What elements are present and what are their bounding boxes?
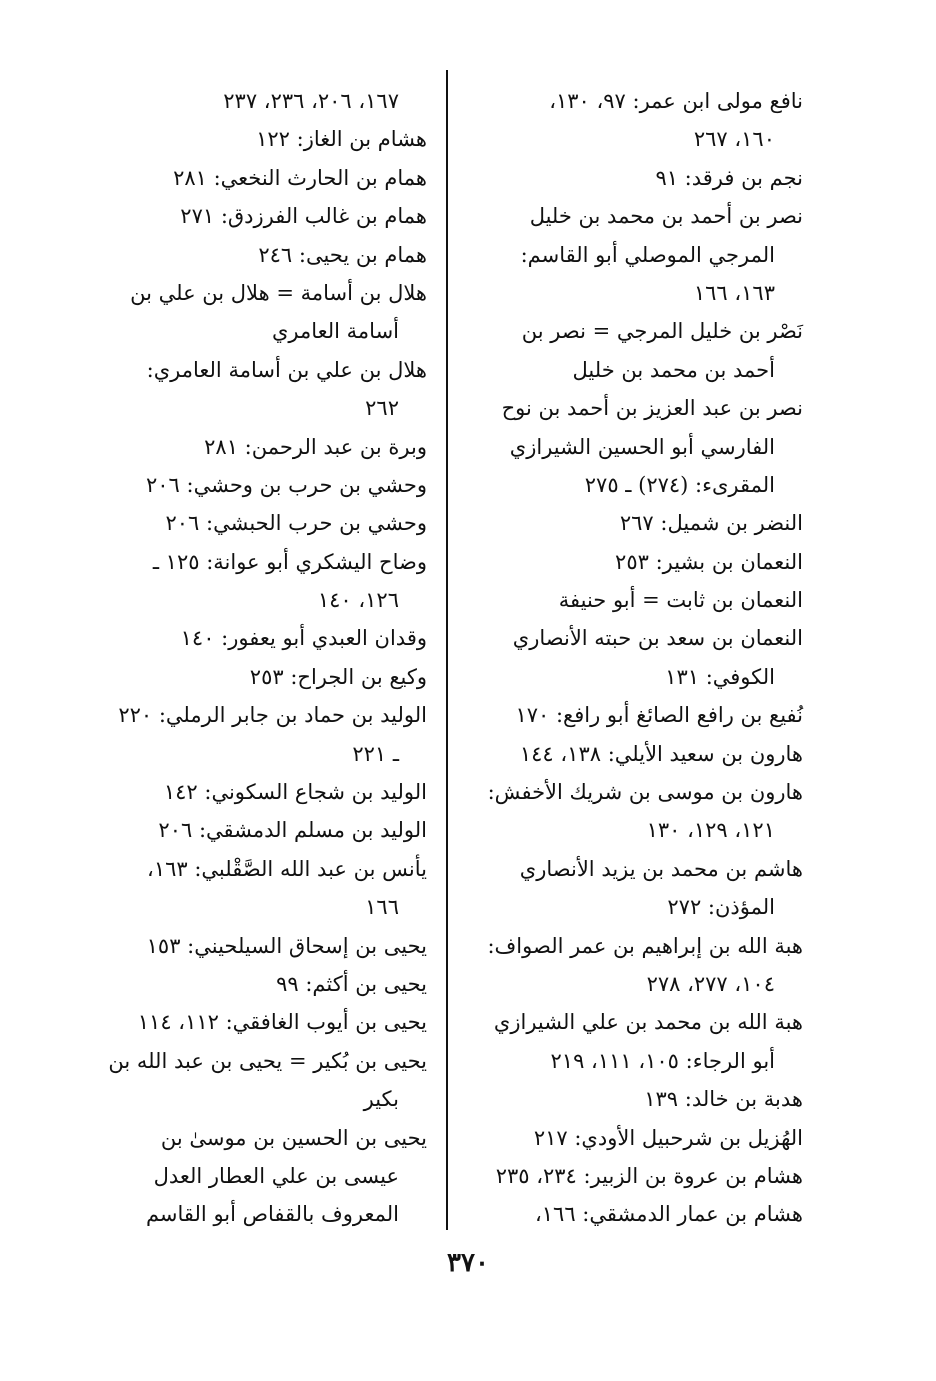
index-entry-line: الوليد بن مسلم الدمشقي: ٢٠٦ [158,818,427,843]
index-entry-line: أحمد بن محمد بن خليل [572,357,775,382]
index-entry-line: هارون بن موسى بن شريك الأخفش: [487,780,803,805]
index-entry-line: المرجي الموصلي أبو القاسم: [520,242,775,267]
index-entry-line: ١٦٠، ٢٦٧ [693,127,775,152]
index-entry-line: وكيع بن الجراح: ٢٥٣ [249,664,427,689]
index-entry-line: ١٦٧، ٢٠٦، ٢٣٦، ٢٣٧ [223,89,399,113]
index-entry-line: يحيى بن أيوب الغافقي: ١١٢، ١١٤ [137,1010,427,1035]
index-entry-line: النضر بن شميل: ٢٦٧ [619,511,803,536]
index-entry-line: هبة الله بن محمد بن علي الشيرازي [493,1010,803,1035]
index-entry-line: النعمان بن سعد بن حبته الأنصاري [512,626,803,651]
index-entry-line: يحيى بن الحسين بن موسىٰ بن [160,1125,427,1150]
index-entry-line: الهُزيل بن شرحبيل الأودي: ٢١٧ [533,1125,803,1150]
index-entry-line: نَصْر بن خليل المرجي = نصر بن [521,319,803,344]
index-entry-line: يحيى بن إسحاق السيلحيني: ١٥٣ [146,933,427,958]
index-entry-line: هلال بن علي بن أسامة العامري: [146,357,427,382]
index-entry-line: بكير [363,1087,399,1112]
index-entry-line: نجم بن فرقد: ٩١ [655,165,803,190]
index-entry-line: ٢٦٢ [365,396,399,421]
index-entry-line: هشام بن الغاز: ١٢٢ [256,127,427,152]
index-entry-line: أبو الرجاء: ١٠٥، ١١١، ٢١٩ [550,1048,775,1073]
index-entry-line: ١٦٣، ١٦٦ [693,280,775,305]
index-entry-line: المقرىء: (٢٧٤) ـ ٢٧٥ [584,472,775,497]
index-entry-line: وقدان العبدي أبو يعفور: ١٤٠ [180,626,427,651]
index-entry-line: هشام بن عروة بن الزبير: ٢٣٤، ٢٣٥ [495,1163,803,1188]
index-entry-line: هارون بن سعيد الأيلي: ١٣٨، ١٤٤ [519,741,803,766]
index-column-right [470,82,803,1234]
index-entry-line: وبرة بن عبد الرحمن: ٢٨١ [204,434,427,459]
index-entry-line: هشام بن عمار الدمشقي: ١٦٦، [534,1202,803,1227]
index-entry-line: الوليد بن شجاع السكوني: ١٤٢ [163,780,427,805]
index-entry-line: همام بن غالب الفرزدق: ٢٧١ [180,204,427,229]
index-entry-line: أسامة العامري [271,319,399,344]
index-entry-line: يأنس بن عبد الله الصَّقْلبي: ١٦٣، [147,856,427,881]
index-entry-line: ١٠٤، ٢٧٧، ٢٧٨ [646,971,775,996]
index-entry-line: نافع مولى ابن عمر: ٩٧، ١٣٠، [549,89,803,113]
index-entry-line: هبة الله بن إبراهيم بن عمر الصواف: [487,933,803,958]
index-entry-line: وحشي بن حرب بن وحشي: ٢٠٦ [145,472,427,497]
index-entry-line: وحشي بن حرب الحبشي: ٢٠٦ [165,511,427,536]
index-entry-line: النعمان بن ثابت = أبو حنيفة [558,588,803,613]
column-divider [446,70,448,1230]
index-entry-line: عيسى بن علي العطار العدل [153,1163,399,1188]
index-column-left [100,82,427,1234]
index-entry-line: نصر بن عبد العزيز بن أحمد بن نوح [501,396,803,421]
index-entry-line: همام بن الحارث النخعي: ٢٨١ [173,165,427,190]
index-entry-line: يحيى بن أكثم: ٩٩ [276,971,427,996]
index-entry-line: ـ ٢٢١ [352,741,399,766]
index-entry-line: نصر بن أحمد بن محمد بن خليل [529,204,803,229]
index-entry-line: ١٢٦، ١٤٠ [317,588,399,613]
index-entry-line: هدبة بن خالد: ١٣٩ [644,1087,803,1112]
index-entry-line: هلال بن أسامة = هلال بن علي بن [130,280,427,305]
index-entry-line: المعروف بالقفاص أبو القاسم [145,1202,399,1227]
index-entry-line: وضاح اليشكري أبو عوانة: ١٢٥ ـ [152,549,427,574]
index-entry-line: همام بن يحيى: ٢٤٦ [258,242,427,267]
page-number: ٣٧٠ [447,1248,489,1278]
index-entry-line: ١٢١، ١٢٩، ١٣٠ [646,818,775,843]
index-entry-line: الفارسي أبو الحسين الشيرازي [509,434,775,459]
index-entry-line: يحيى بن بُكير = يحيى بن عبد الله بن [108,1048,427,1073]
index-entry-line: المؤذن: ٢٧٢ [667,895,775,920]
index-entry-line: هاشم بن محمد بن يزيد الأنصاري [519,856,803,881]
index-entry-line: نُفيع بن رافع الصائغ أبو رافع: ١٧٠ [515,703,803,728]
index-entry-line: ١٦٦ [365,895,399,920]
index-entry-line: الوليد بن حماد بن جابر الرملي: ٢٢٠ [118,703,427,728]
index-entry-line: النعمان بن بشير: ٢٥٣ [615,549,803,574]
index-entry-line: الكوفي: ١٣١ [665,664,775,689]
